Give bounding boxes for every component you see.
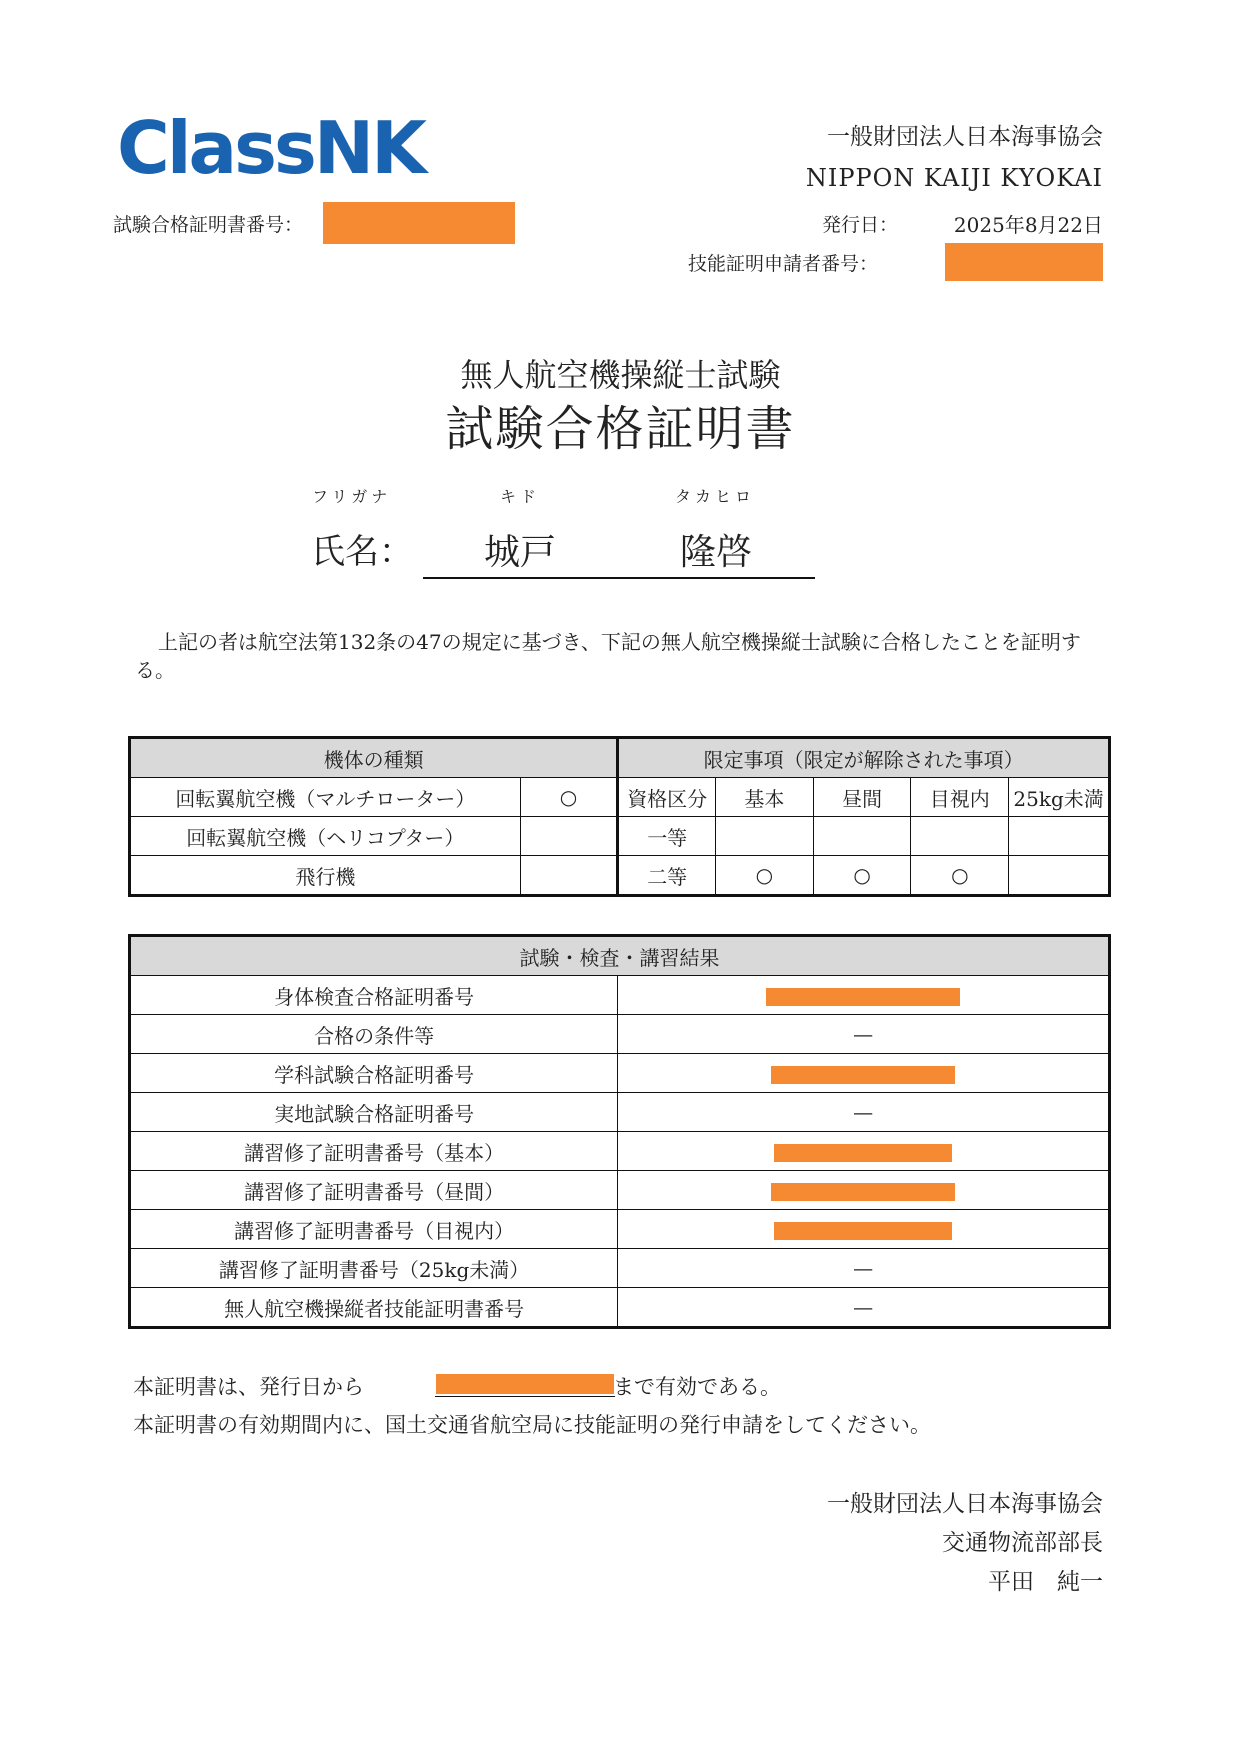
limit-mark-cell: ○ — [716, 856, 814, 896]
redaction-bar — [774, 1222, 952, 1240]
redaction-bar — [771, 1183, 955, 1201]
name-underline — [423, 577, 815, 579]
limit-class-cell: 一等 — [618, 817, 716, 856]
result-value: — — [618, 1093, 1110, 1132]
validity-date-redaction — [436, 1374, 614, 1394]
limit-mark-cell — [813, 817, 911, 856]
classnk-logo: ClassNK — [117, 106, 424, 190]
aircraft-type-mark — [520, 817, 618, 856]
signatory-name: 平田 純一 — [988, 1569, 1103, 1595]
org-name-en: NIPPON KAIJI KYOKAI — [805, 164, 1103, 192]
exam-subtitle: 無人航空機操縦士試験 — [460, 356, 781, 394]
org-name-jp: 一般財団法人日本海事協会 — [827, 124, 1103, 150]
signatory-org: 一般財団法人日本海事協会 — [827, 1491, 1103, 1517]
limit-header-class: 資格区分 — [618, 778, 716, 817]
aircraft-type-cell: 回転翼航空機（マルチローター） — [130, 778, 521, 817]
redaction-bar — [771, 1066, 955, 1084]
aircraft-type-cell: 回転翼航空機（ヘリコプター） — [130, 817, 521, 856]
result-label: 講習修了証明書番号（昼間） — [130, 1171, 618, 1210]
given-name: 隆啓 — [680, 532, 753, 573]
limit-mark-cell — [1009, 817, 1110, 856]
given-name-kana: タカヒロ — [675, 487, 756, 506]
validity-prefix: 本証明書は、発行日から — [133, 1375, 364, 1399]
result-value — [618, 976, 1110, 1015]
result-label: 合格の条件等 — [130, 1015, 618, 1054]
result-value — [618, 1132, 1110, 1171]
result-value — [618, 1210, 1110, 1249]
result-value: — — [618, 1249, 1110, 1288]
result-value: — — [618, 1015, 1110, 1054]
limit-header-vlos: 目視内 — [911, 778, 1009, 817]
aircraft-limits-table — [128, 736, 1111, 897]
redaction-bar — [766, 988, 960, 1006]
limit-header-under25kg: 25kg未満 — [1009, 778, 1110, 817]
issue-date: 2025年8月22日 — [953, 213, 1103, 237]
limit-mark-cell: ○ — [813, 856, 911, 896]
limit-mark-cell — [1009, 856, 1110, 896]
result-label: 講習修了証明書番号（25kg未満） — [130, 1249, 618, 1288]
aircraft-type-mark — [520, 856, 618, 896]
applicant-number-redaction — [945, 243, 1103, 281]
result-label: 実地試験合格証明番号 — [130, 1093, 618, 1132]
limit-class-cell: 二等 — [618, 856, 716, 896]
signatory-title: 交通物流部部長 — [942, 1530, 1103, 1556]
limit-mark-cell — [716, 817, 814, 856]
result-label: 講習修了証明書番号（目視内） — [130, 1210, 618, 1249]
limitations-header: 限定事項（限定が解除された事項） — [618, 738, 1110, 778]
surname-kana: キド — [500, 487, 541, 506]
cert-number-label: 試験合格証明書番号： — [113, 214, 304, 236]
result-label: 身体検査合格証明番号 — [130, 976, 618, 1015]
limit-mark-cell: ○ — [911, 856, 1009, 896]
limit-header-basic: 基本 — [716, 778, 814, 817]
page-title: 試験合格証明書 — [445, 401, 796, 457]
limit-mark-cell — [911, 817, 1009, 856]
result-value: — — [618, 1288, 1110, 1328]
result-label: 無人航空機操縦者技能証明書番号 — [130, 1288, 618, 1328]
results-table — [128, 934, 1111, 1329]
cert-number-redaction — [323, 202, 515, 244]
certification-statement: 上記の者は航空法第132条の47の規定に基づき、下記の無人航空機操縦士試験に合格したことを証明する。 — [135, 630, 1081, 682]
aircraft-type-mark: ○ — [520, 778, 618, 817]
redaction-bar — [774, 1144, 952, 1162]
applicant-number-label: 技能証明申請者番号： — [688, 253, 879, 275]
result-value — [618, 1054, 1110, 1093]
aircraft-type-cell: 飛行機 — [130, 856, 521, 896]
results-header: 試験・検査・講習結果 — [130, 936, 1110, 976]
surname: 城戸 — [484, 532, 557, 573]
aircraft-type-header: 機体の種類 — [130, 738, 618, 778]
result-value — [618, 1171, 1110, 1210]
validity-suffix: まで有効である。 — [613, 1375, 781, 1399]
result-label: 講習修了証明書番号（基本） — [130, 1132, 618, 1171]
furigana-label: フリガナ — [312, 487, 392, 506]
result-label: 学科試験合格証明番号 — [130, 1054, 618, 1093]
name-label: 氏名： — [311, 532, 413, 572]
application-notice: 本証明書の有効期間内に、国土交通省航空局に技能証明の発行申請をしてください。 — [133, 1413, 931, 1437]
limit-header-daytime: 昼間 — [813, 778, 911, 817]
issue-date-label: 発行日： — [822, 214, 899, 236]
